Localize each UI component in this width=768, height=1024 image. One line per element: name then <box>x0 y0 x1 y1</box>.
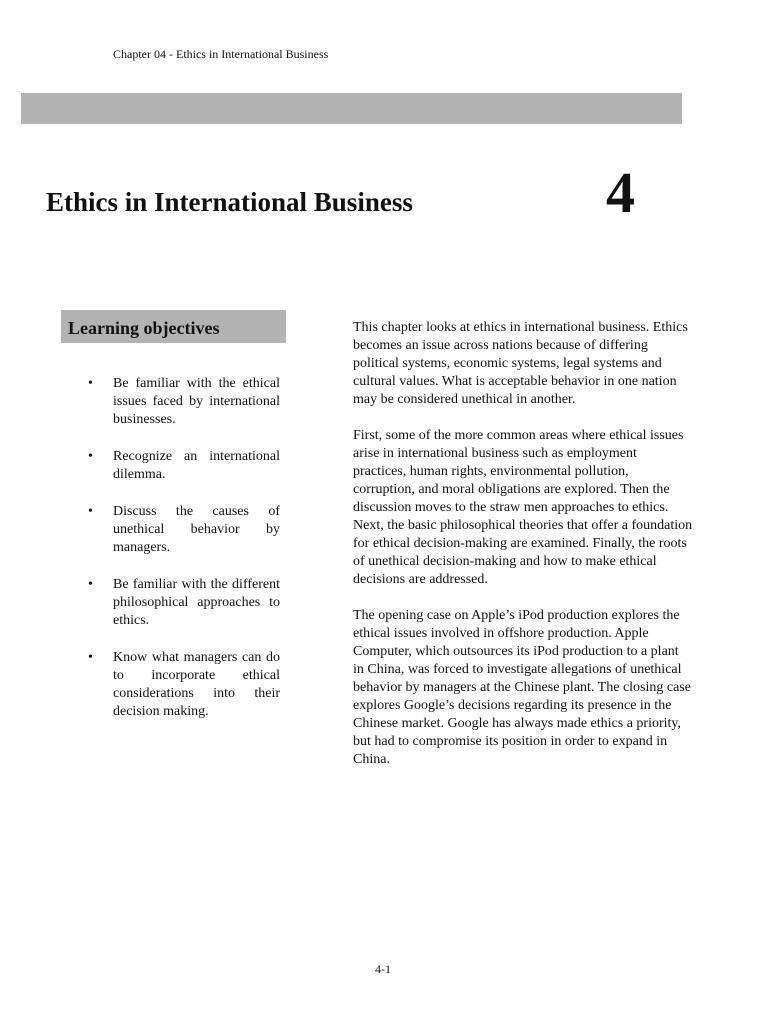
objective-item <box>88 448 280 484</box>
header-band <box>21 93 682 124</box>
page-number: 4-1 <box>375 962 391 976</box>
bullet-icon: • <box>88 577 93 592</box>
intro-paragraph: First, some of the more common areas where ethical issues arise in international business such as employment practices, human rights, environmental pollution, corruption, and moral obligations are explored. Then the discussion moves to the straw men approaches to ethics. Next, the basic philosophical theories that offer a foundation for ethical decision-making are examined. Finally, the roots of unethical decision-making and how to make ethical decisions are addressed. <box>353 428 693 587</box>
bullet-icon: • <box>88 376 93 391</box>
objective-text: Be familiar with the different philosophical approaches to ethics. <box>113 577 280 628</box>
objective-text: Recognize an international dilemma. <box>113 449 280 482</box>
running-header: Chapter 04 - Ethics in International Business <box>113 47 329 61</box>
objective-text: Discuss the causes of unethical behavior by managers. <box>113 504 280 555</box>
learning-objectives-list <box>88 375 280 740</box>
bullet-icon: • <box>88 449 93 464</box>
intro-paragraph: The opening case on Apple’s iPod production explores the ethical issues involved in offshore production. Apple Computer, which outsources its iPod production to a plant in China, was forced to investigate allegations of unethical behavior by managers at the Chinese plant. The closing case explores Google’s decisions regarding its presence in the Chinese market. Google has always made ethics a priority, but had to compromise its position in order to expand in China. <box>353 608 691 767</box>
chapter-title: Ethics in International Business <box>46 187 413 217</box>
objective-item <box>88 375 280 429</box>
bullet-icon: • <box>88 650 93 665</box>
learning-objectives-heading: Learning objectives <box>68 318 220 338</box>
bullet-icon: • <box>88 504 93 519</box>
chapter-number: 4 <box>606 160 635 225</box>
objective-item <box>88 649 280 721</box>
intro-paragraph: This chapter looks at ethics in international business. Ethics becomes an issue across nations because of differing political systems, economic systems, legal systems and cultural values. What is acceptable behavior in one nation may be considered unethical in another. <box>353 320 688 407</box>
learning-objectives-box <box>61 310 286 343</box>
objective-item <box>88 503 280 557</box>
objective-item <box>88 576 280 630</box>
chapter-introduction <box>353 319 693 787</box>
objective-text: Know what managers can do to incorporate ethical considerations into their decision making. <box>113 650 280 719</box>
objective-text: Be familiar with the ethical issues faced by international businesses. <box>113 376 280 427</box>
